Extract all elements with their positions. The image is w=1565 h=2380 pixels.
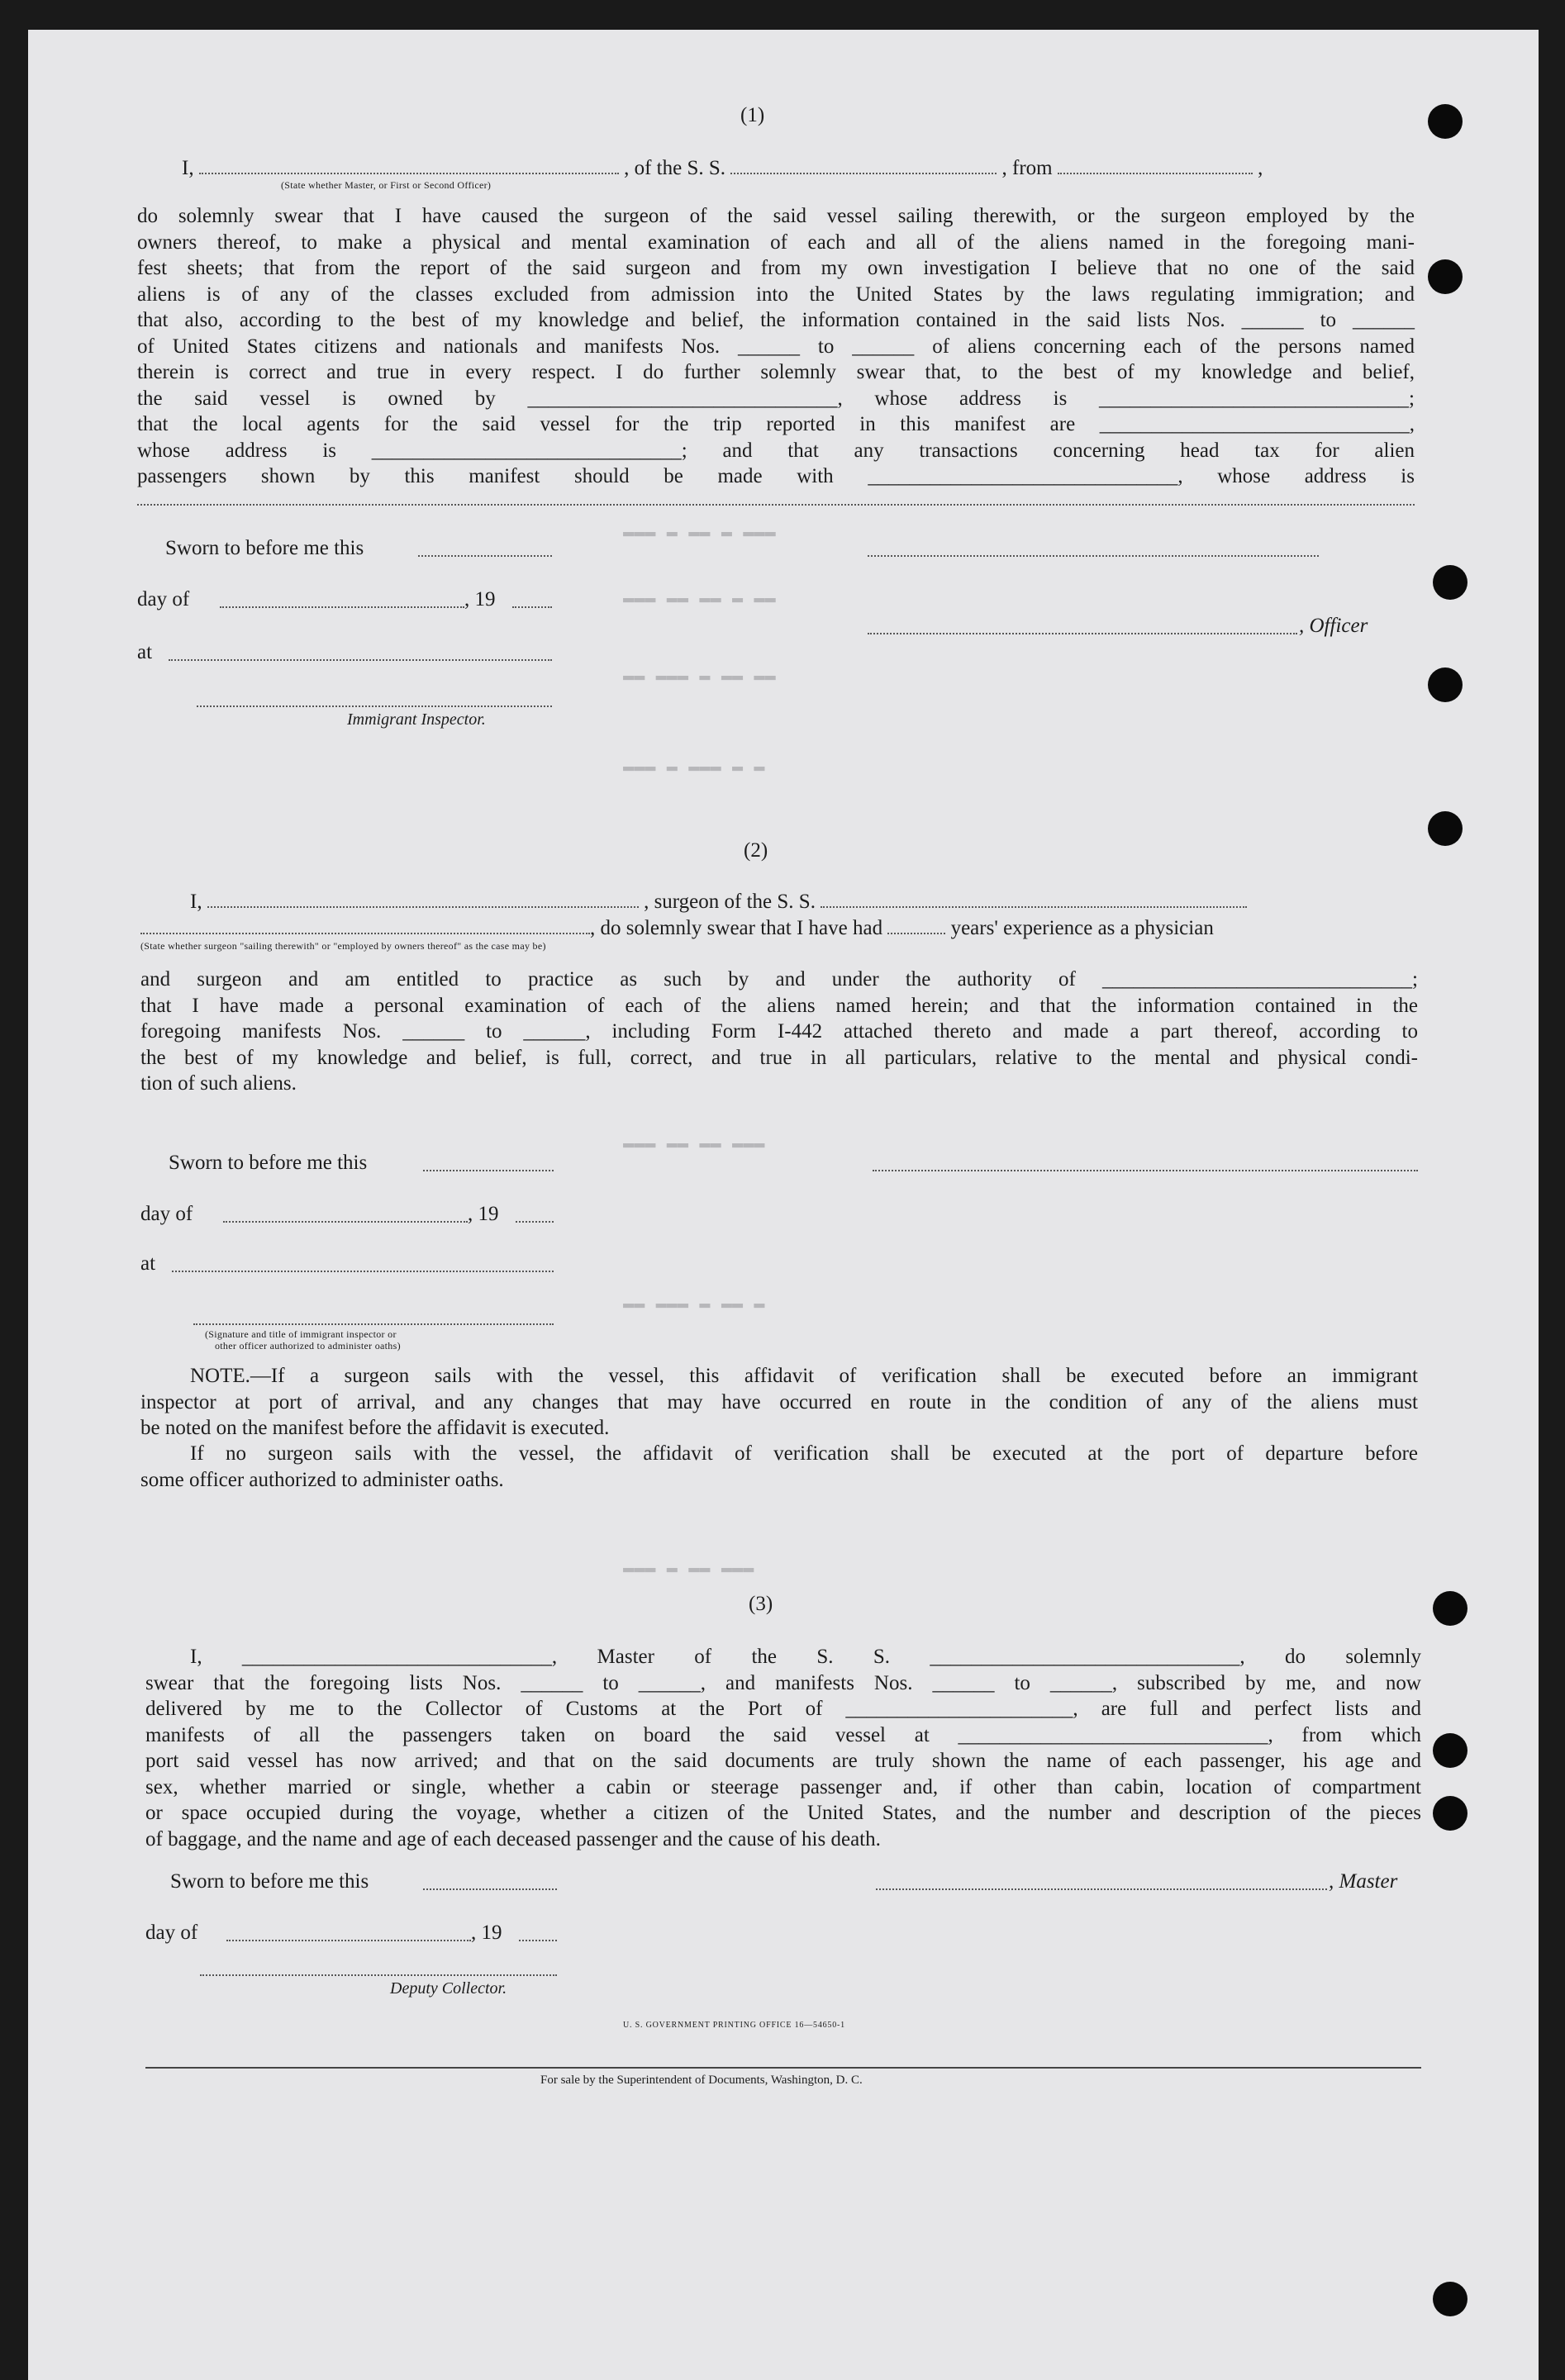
surgeon-line-2 bbox=[140, 915, 1418, 941]
form-sheet bbox=[28, 30, 1539, 2380]
paragraph-line: that also, according to the best of my knowledge and belief, the information contained in the said lists Nos. ______ to ______ bbox=[137, 309, 1415, 331]
month-field[interactable] bbox=[220, 606, 464, 608]
paragraph-line: whose address is ______________________________; and that any transactions concerning head tax for alien bbox=[137, 439, 1415, 462]
paragraph-line: therein is correct and true in every respect. I do further solemnly swear that, to the best of my knowledge and belief, bbox=[137, 361, 1415, 383]
sworn-label: Sworn to before me this bbox=[170, 1870, 369, 1893]
paragraph-line: or space occupied during the voyage, whether a citizen of the United States, and the number and description of the pieces bbox=[145, 1802, 1421, 1824]
paragraph-line: sex, whether married or single, whether a cabin or steerage passenger and, if other than cabin, location of compartment bbox=[145, 1775, 1421, 1798]
paragraph-line: of United States citizens and nationals and manifests Nos. ______ to ______ of aliens concerning each of the persons named bbox=[137, 335, 1415, 358]
month-field[interactable] bbox=[226, 1940, 471, 1941]
signature-line[interactable] bbox=[873, 1170, 1418, 1171]
bleed-through-mark: ▬▬ ▬▬▬ ▬ ▬▬ ▬ bbox=[623, 1294, 765, 1314]
section-number: (3) bbox=[749, 1593, 773, 1615]
oath-paragraph bbox=[137, 203, 1415, 490]
text-fragment: I, bbox=[182, 157, 194, 179]
sworn-date-field[interactable] bbox=[423, 1888, 557, 1890]
text-fragment: , from bbox=[1001, 157, 1053, 179]
binder-hole bbox=[1428, 104, 1463, 139]
surgeon-paragraph bbox=[140, 967, 1418, 1096]
at-label: at bbox=[137, 641, 153, 663]
paragraph-line: of baggage, and the name and age of each deceased passenger and the cause of his death. bbox=[145, 1827, 881, 1850]
section-number: (2) bbox=[744, 839, 768, 862]
binder-hole bbox=[1433, 1796, 1467, 1831]
bleed-through-mark: ▬▬▬ ▬ ▬▬▬ ▬ ▬ bbox=[623, 757, 765, 777]
paragraph-line: foregoing manifests Nos. ______ to ______, including Form I-442 attached thereto and made a part thereof, according to bbox=[140, 1020, 1418, 1043]
paragraph-line: port said vessel has now arrived; and that on the said documents are truly shown the name of each passenger, his age and bbox=[145, 1750, 1421, 1772]
surgeon-name-field[interactable] bbox=[207, 890, 639, 908]
text-fragment: , surgeon of the S. S. bbox=[644, 891, 816, 913]
paragraph-line: swear that the foregoing lists Nos. ______ to ______, and manifests Nos. ______ to ______, subscribed by me, and now bbox=[145, 1671, 1421, 1694]
field-caption: (State whether surgeon "sailing therewith" or "employed by owners thereof" as the case may be) bbox=[140, 940, 546, 952]
binder-hole bbox=[1433, 1733, 1467, 1768]
section-number: (1) bbox=[740, 104, 765, 126]
field-caption: (State whether Master, or First or Second Officer) bbox=[281, 179, 492, 191]
officer-signature-line[interactable] bbox=[868, 633, 1297, 634]
binder-hole bbox=[1428, 811, 1463, 846]
collector-signature-line[interactable] bbox=[200, 1974, 557, 1976]
paragraph-line: owners thereof, to make a physical and mental examination of each and all of the aliens named in the foregoing mani- bbox=[137, 230, 1415, 254]
paragraph-line: manifests of all the passengers taken on board the said vessel at ______________________________, from which bbox=[145, 1723, 1421, 1746]
day-of-label: day of bbox=[145, 1922, 198, 1944]
note-line: some officer authorized to administer oaths. bbox=[140, 1468, 504, 1491]
address-field[interactable] bbox=[137, 504, 1415, 506]
officer-name-field[interactable] bbox=[199, 156, 619, 174]
place-field[interactable] bbox=[172, 1271, 554, 1272]
binder-hole bbox=[1433, 565, 1467, 600]
bleed-through-mark: ▬▬▬ ▬▬ ▬▬ ▬ ▬▬ bbox=[623, 588, 776, 609]
years-experience-field[interactable] bbox=[887, 916, 945, 934]
day-of-label: day of bbox=[137, 588, 190, 610]
inspector-signature-line[interactable] bbox=[197, 705, 552, 707]
note-line: If no surgeon sails with the vessel, the affidavit of verification shall be executed at the port of departure before bbox=[190, 1442, 1418, 1465]
signature-caption: (Signature and title of immigrant inspector or bbox=[205, 1328, 397, 1340]
master-label: , Master bbox=[1329, 1870, 1398, 1893]
bleed-through-mark: ▬▬▬ ▬ ▬▬ ▬ ▬▬▬ bbox=[623, 522, 776, 543]
deputy-collector-label: Deputy Collector. bbox=[390, 1979, 507, 1998]
signature-line[interactable] bbox=[868, 555, 1319, 557]
year-field[interactable] bbox=[516, 1221, 554, 1223]
note-line: be noted on the manifest before the affidavit is executed. bbox=[140, 1417, 610, 1439]
paragraph-line: delivered by me to the Collector of Customs at the Port of ______________________, are full and perfect lists and bbox=[145, 1698, 1421, 1720]
month-field[interactable] bbox=[223, 1221, 468, 1223]
sworn-date-field[interactable] bbox=[423, 1170, 554, 1171]
text-fragment: , of the S. S. bbox=[624, 157, 726, 179]
surgeon-intro-line bbox=[190, 889, 1247, 914]
printer-imprint: U. S. GOVERNMENT PRINTING OFFICE 16—54650-1 bbox=[623, 2021, 845, 2030]
paragraph-line: fest sheets; that from the report of the said surgeon and from my own investigation I believe that no one of the said bbox=[137, 257, 1415, 279]
oath-intro-line bbox=[182, 155, 1413, 181]
text-fragment: , bbox=[1258, 157, 1263, 179]
note-block bbox=[140, 1363, 1418, 1493]
text-fragment: I, bbox=[190, 891, 202, 913]
paragraph-line: tion of such aliens. bbox=[140, 1072, 297, 1095]
year-field[interactable] bbox=[519, 1940, 557, 1941]
inspector-label: Immigrant Inspector. bbox=[347, 710, 486, 729]
paragraph-line: the said vessel is owned by ______________________________, whose address is ______________________________; bbox=[137, 387, 1415, 410]
vessel-name-field[interactable] bbox=[730, 156, 997, 174]
binder-hole bbox=[1433, 2282, 1467, 2316]
vessel-name-field[interactable] bbox=[821, 890, 1247, 908]
footer-divider bbox=[145, 2067, 1421, 2069]
signature-title-line[interactable] bbox=[193, 1323, 554, 1325]
note-line: inspector at port of arrival, and any changes that may have occurred en route in the condition of any of the aliens must bbox=[140, 1390, 1418, 1413]
at-label: at bbox=[140, 1252, 156, 1275]
sale-notice: For sale by the Superintendent of Documents, Washington, D. C. bbox=[540, 2074, 863, 2087]
year-label: , 19 bbox=[471, 1922, 502, 1944]
day-of-label: day of bbox=[140, 1203, 193, 1225]
paragraph-line: that I have made a personal examination of each of the aliens named herein; and that the information contained in the bbox=[140, 994, 1418, 1017]
text-fragment: , do solemnly swear that I have had bbox=[590, 917, 883, 939]
paragraph-line: aliens is of any of the classes excluded from admission into the United States by the laws regulating immigration; and bbox=[137, 283, 1415, 306]
sworn-date-field[interactable] bbox=[418, 555, 552, 557]
paragraph-line: I, ______________________________, Master of the S. S. ______________________________, do solemnly bbox=[190, 1646, 1421, 1668]
year-label: , 19 bbox=[468, 1203, 499, 1225]
text-fragment: years' experience as a physician bbox=[950, 917, 1214, 939]
master-paragraph bbox=[145, 1644, 1421, 1852]
paragraph-line: the best of my knowledge and belief, is full, correct, and true in all particulars, relative to the mental and physical condi- bbox=[140, 1046, 1418, 1069]
paragraph-line: passengers shown by this manifest should be made with ______________________________, whose address is bbox=[137, 465, 1415, 487]
paragraph-line: do solemnly swear that I have caused the surgeon of the said vessel sailing therewith, or the surgeon employed by the bbox=[137, 205, 1415, 227]
officer-label: , Officer bbox=[1299, 615, 1368, 637]
note-line: NOTE.—If a surgeon sails with the vessel, this affidavit of verification shall be executed before an immigrant bbox=[190, 1365, 1418, 1387]
paragraph-line: that the local agents for the said vessel for the trip reported in this manifest are ______________________________, bbox=[137, 413, 1415, 435]
surgeon-status-field[interactable] bbox=[140, 916, 590, 934]
signature-caption: other officer authorized to administer oaths) bbox=[215, 1340, 401, 1352]
binder-hole bbox=[1428, 667, 1463, 702]
sworn-label: Sworn to before me this bbox=[169, 1152, 368, 1174]
place-field[interactable] bbox=[169, 659, 552, 661]
sworn-label: Sworn to before me this bbox=[165, 537, 364, 559]
bleed-through-mark: ▬▬▬ ▬ ▬▬ ▬▬▬ bbox=[623, 1558, 754, 1579]
port-from-field[interactable] bbox=[1058, 156, 1253, 174]
year-label: , 19 bbox=[464, 588, 496, 610]
master-signature-line[interactable] bbox=[876, 1888, 1327, 1890]
binder-hole bbox=[1433, 1591, 1467, 1626]
bleed-through-mark: ▬▬ ▬▬▬ ▬ ▬▬ ▬▬ bbox=[623, 666, 776, 686]
paragraph-line: and surgeon and am entitled to practice as such by and under the authority of ______________________________; bbox=[140, 968, 1418, 990]
year-field[interactable] bbox=[512, 606, 552, 608]
binder-hole bbox=[1428, 259, 1463, 294]
bleed-through-mark: ▬▬▬ ▬▬ ▬▬ ▬▬▬ bbox=[623, 1133, 765, 1154]
